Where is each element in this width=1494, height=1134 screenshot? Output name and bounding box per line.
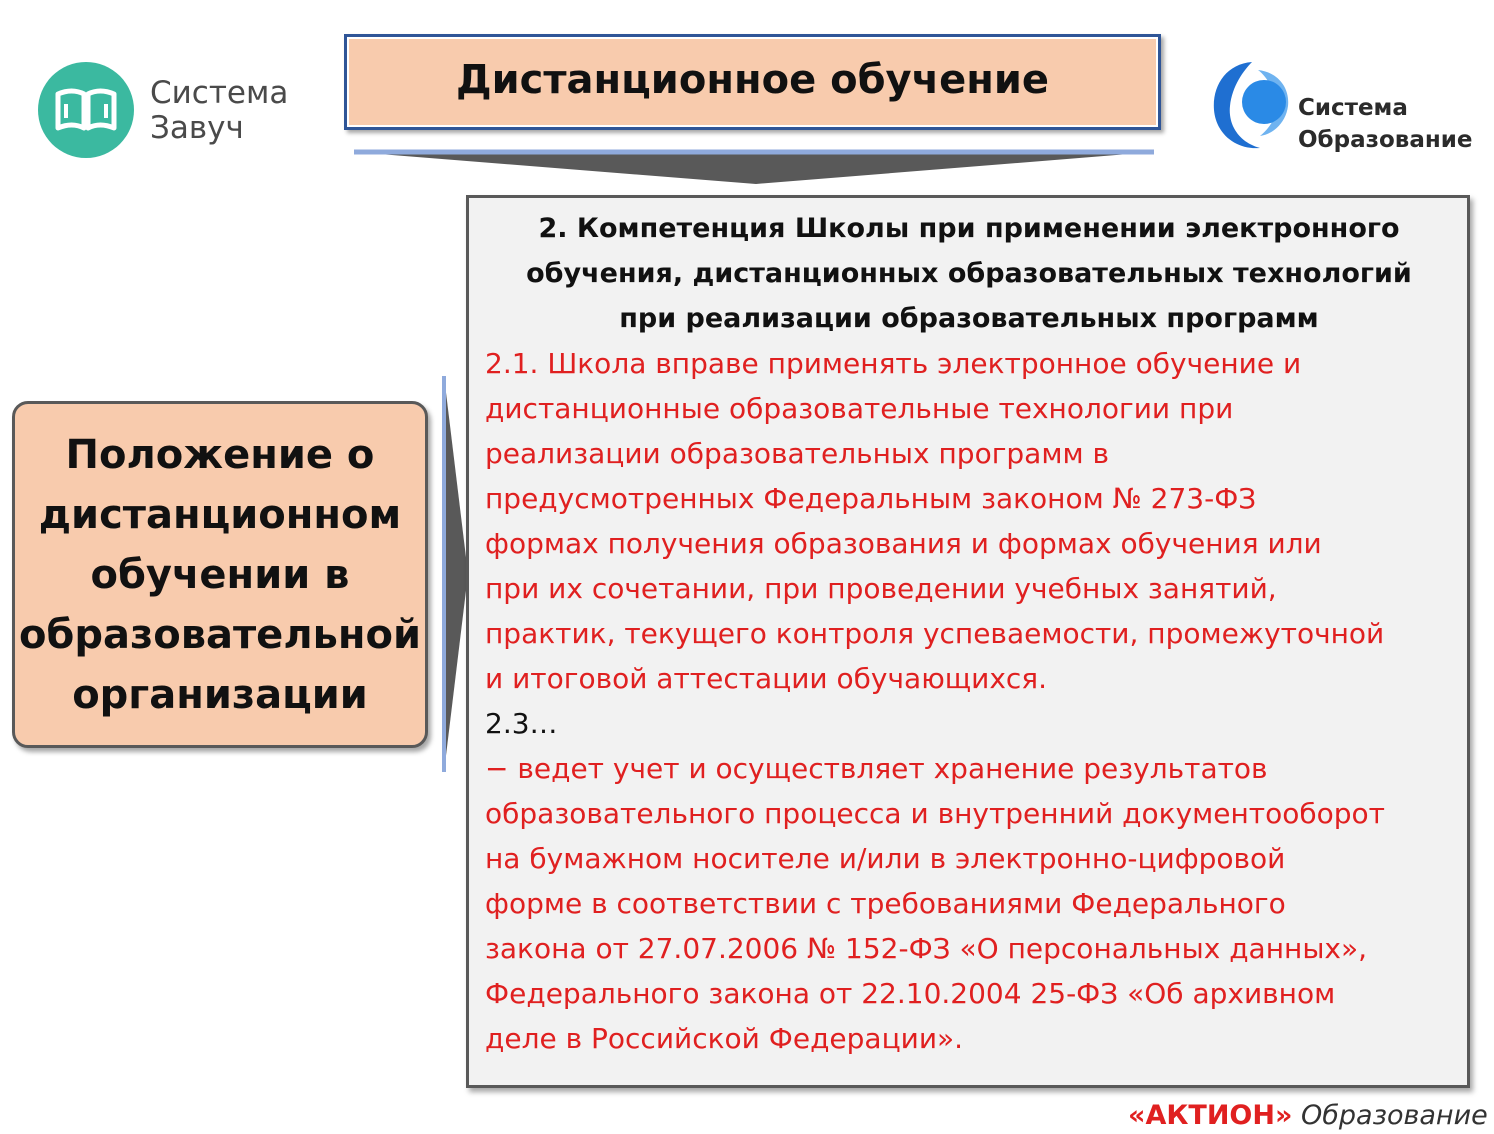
- book-icon: [38, 62, 134, 158]
- paragraph-2-3: 2.3…: [485, 707, 558, 740]
- logo-right-line2: Образование: [1298, 127, 1473, 153]
- paragraph-records: − ведет учет и осуществляет хранение результатов образовательного процесса и внутренний документооборот на бумажном носителе и/или в электронно-цифровой форме в соответствии с требованиями Федерального закона от 27.07.2006 № 152-ФЗ «О персональных данных», Федерального закона от 22.10.2004 25-ФЗ «Об архивном деле в Российской Федерации».: [485, 752, 1385, 1055]
- down-arrow-shape: [352, 148, 1158, 188]
- logo-left-line2: Завуч: [150, 110, 244, 146]
- logo-left-line1: Система: [150, 75, 289, 111]
- page-title: Дистанционное обучение: [455, 57, 1049, 103]
- section-heading: 2. Компетенция Школы при применении электронного обучения, дистанционных образовательных технологий при реализации образовательных программ: [526, 213, 1412, 334]
- swoosh-icon: [1208, 58, 1294, 154]
- document-title-box: [12, 401, 428, 748]
- logo-right-text: [1298, 92, 1472, 156]
- logo-sistema-zavuch: [38, 62, 308, 162]
- footer-brand-logo: [1128, 1100, 1488, 1132]
- content-panel: [466, 195, 1470, 1088]
- logo-left-text: [150, 76, 288, 146]
- paragraph-2-1: 2.1. Школа вправе применять электронное обучение и дистанционные образовательные технологии при реализации образовательных программ в предусмотренных Федеральным законом № 273-ФЗ формах получения образования и формах обучения или при их сочетании, при проведении учебных занятий, практик, текущего контроля успеваемости, промежуточной и итоговой аттестации обучающихся.: [485, 347, 1385, 695]
- title-banner: [344, 34, 1161, 130]
- footer-brand-aktion: «АКТИОН»: [1128, 1100, 1293, 1131]
- logo-right-line1: Система: [1298, 95, 1408, 121]
- footer-brand-obrazovanie: Образование: [1292, 1100, 1488, 1131]
- document-title: Положение о дистанционном обучении в образовательной организации: [18, 431, 422, 718]
- logo-sistema-obrazovanie: [1208, 58, 1478, 158]
